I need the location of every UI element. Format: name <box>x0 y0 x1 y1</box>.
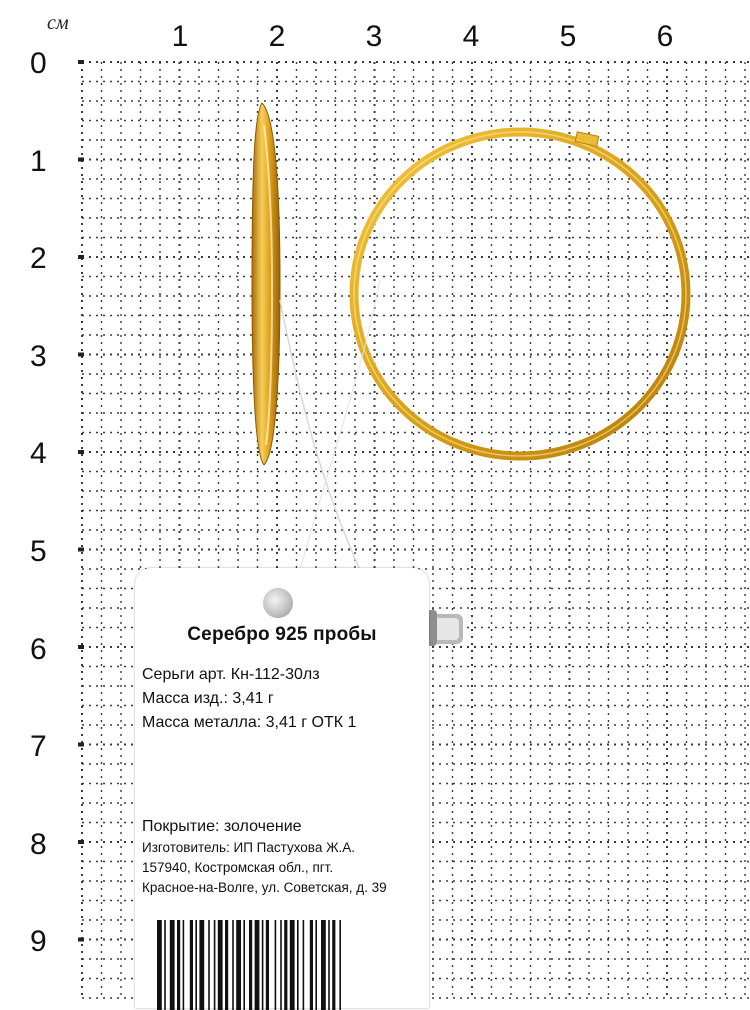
barcode-bar <box>164 920 166 1010</box>
barcode-bar <box>195 920 197 1010</box>
ruler-y-tick: 4 <box>30 437 47 471</box>
barcode-bar <box>255 920 260 1010</box>
barcode-bar <box>275 920 277 1010</box>
barcode-bar <box>297 920 299 1010</box>
ruler-y-tick: 9 <box>30 925 47 959</box>
barcode-bar <box>280 920 282 1010</box>
grid-cm-mark <box>78 60 84 64</box>
grid-cm-mark <box>78 743 84 747</box>
tag-metal-mass: Масса металла: 3,41 г ОТК 1 <box>142 714 357 731</box>
barcode-bar <box>236 920 241 1010</box>
barcode-bar <box>339 920 341 1010</box>
tag-maker-line-1: Изготовитель: ИП Пастухова Ж.А. <box>142 840 356 855</box>
ruler-x-tick: 2 <box>268 20 286 53</box>
ruler-y-tick: 1 <box>30 144 47 178</box>
tag-article: Серьги арт. Кн-112-30лз <box>142 666 320 683</box>
barcode-bar <box>199 920 204 1010</box>
barcode-bar <box>157 920 162 1010</box>
ruler-y-tick: 6 <box>30 632 47 666</box>
barcode-bar <box>290 920 295 1010</box>
ruler-y-tick: 5 <box>30 535 47 568</box>
barcode-bar <box>249 920 252 1010</box>
barcode-bar <box>208 920 210 1010</box>
barcode-bar <box>332 920 335 1010</box>
tag-item-mass: Масса изд.: 3,41 г <box>142 690 274 707</box>
barcode-bar <box>177 920 180 1010</box>
ruler-x-tick: 1 <box>171 20 189 53</box>
ruler-y-tick: 8 <box>30 827 47 861</box>
grid-cm-mark <box>78 840 84 844</box>
barcode-bar <box>321 920 326 1010</box>
grid-cm-mark <box>78 645 84 649</box>
tag-maker-line-2: 157940, Костромская обл., пгт. <box>142 860 334 875</box>
barcode-bar <box>190 920 193 1010</box>
tag-thread <box>240 280 440 580</box>
barcode-bar <box>243 920 245 1010</box>
barcode-bar <box>303 920 305 1010</box>
tag-title: Серебро 925 пробы <box>187 624 377 645</box>
barcode-bar <box>218 920 223 1010</box>
barcode-bar <box>183 920 185 1010</box>
ruler-y-tick: 2 <box>30 242 47 276</box>
barcode-bar <box>170 920 175 1010</box>
barcode-bar <box>310 920 313 1010</box>
barcode-bar <box>284 920 287 1010</box>
tag-maker-line-3: Красное-на-Волге, ул. Советская, д. 39 <box>142 880 387 895</box>
grid-cm-mark <box>78 158 84 162</box>
ruler-x-tick: 4 <box>462 20 480 53</box>
grid-cm-mark <box>78 353 84 357</box>
barcode-bar <box>225 920 228 1010</box>
tag-clip <box>423 606 471 650</box>
barcode-bar <box>315 920 317 1010</box>
barcode-bar <box>262 920 264 1010</box>
barcode-bar <box>266 920 269 1010</box>
tag-hole <box>263 588 293 618</box>
grid-cm-mark <box>78 450 84 454</box>
grid-cm-mark <box>78 548 84 552</box>
ruler-x-tick: 5 <box>559 20 577 53</box>
ruler-y-tick: 3 <box>30 339 47 373</box>
ruler-y-tick: 7 <box>30 730 47 764</box>
ruler-x-tick: 3 <box>365 20 383 53</box>
barcode <box>157 920 405 1010</box>
ruler-unit-label: см <box>47 12 69 34</box>
ruler-y-tick: 0 <box>30 47 47 80</box>
grid-cm-mark <box>78 255 84 259</box>
product-tag <box>135 568 429 1008</box>
tag-coating: Покрытие: золочение <box>142 818 302 835</box>
barcode-bar <box>232 920 234 1010</box>
grid-cm-mark <box>78 938 84 942</box>
ruler-x-tick: 6 <box>656 20 674 53</box>
barcode-bar <box>328 920 330 1010</box>
barcode-bar <box>214 920 216 1010</box>
